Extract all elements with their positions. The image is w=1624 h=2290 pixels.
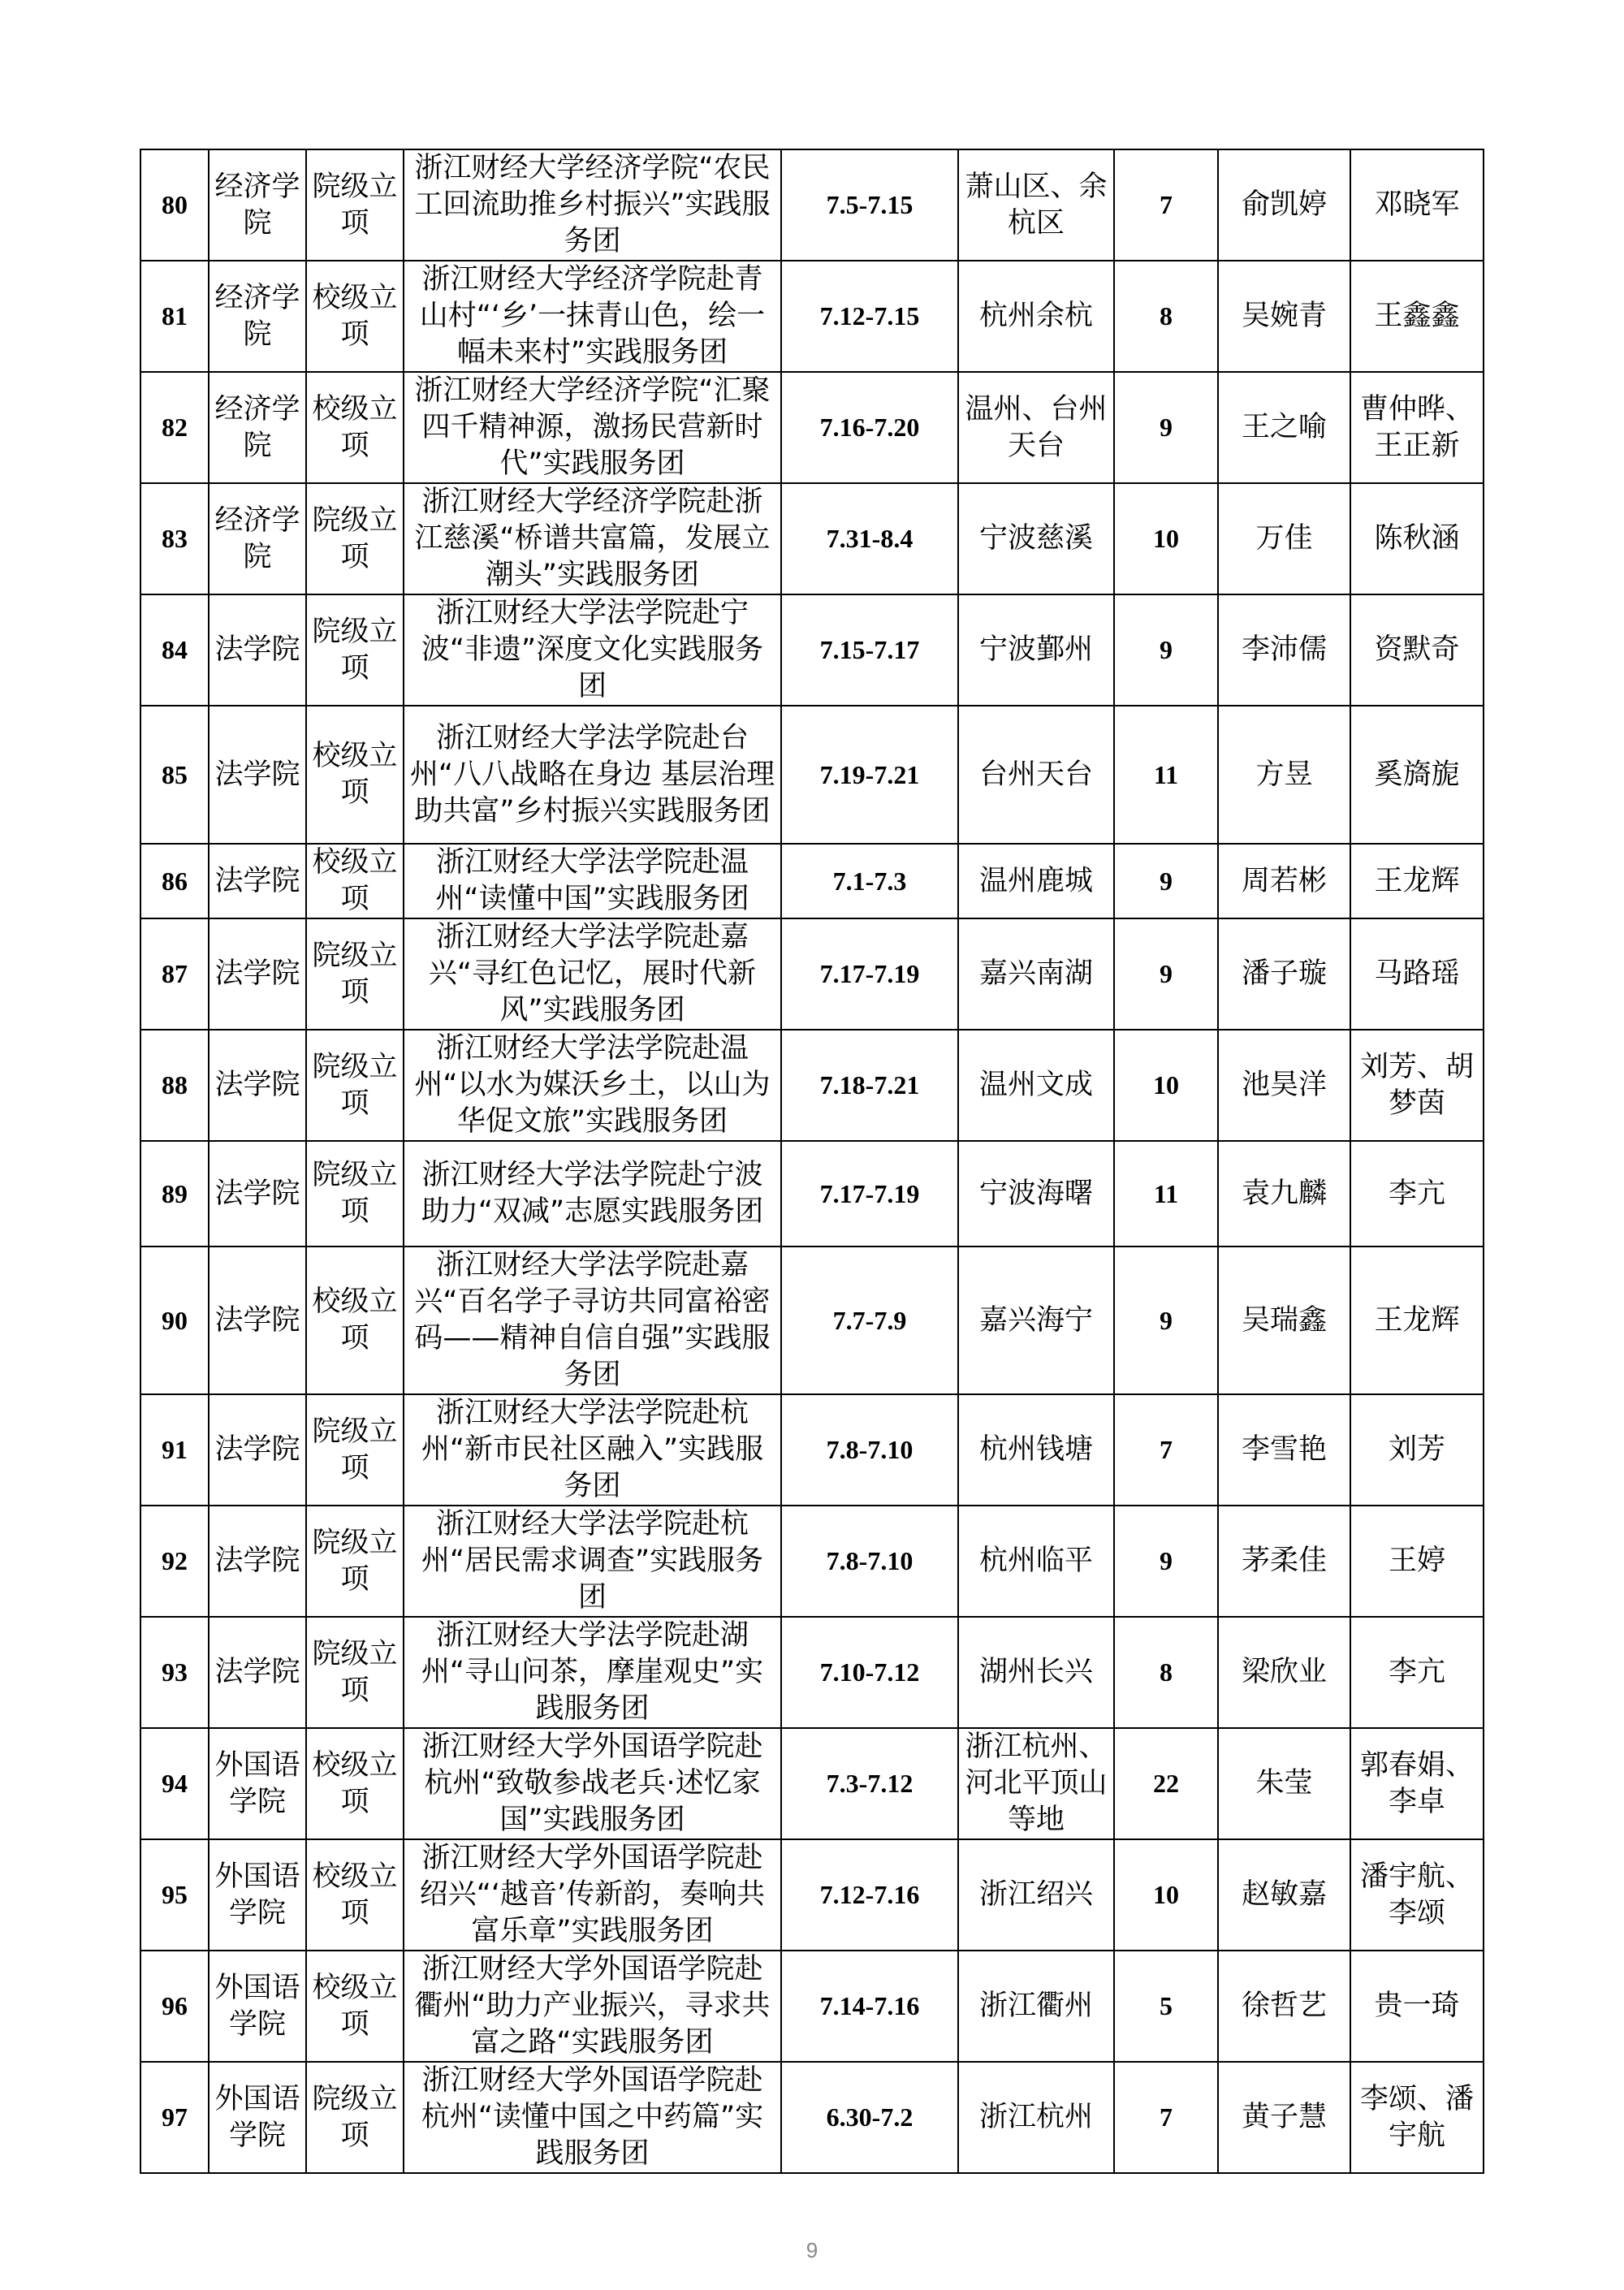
leader-cell: 俞凯婷 [1218, 149, 1350, 261]
row-number: 94 [140, 1728, 209, 1839]
advisor-cell: 王龙辉 [1350, 1247, 1484, 1394]
project-name-cell: 浙江财经大学法学院赴嘉兴“百名学子寻访共同富裕密码——精神自信自强”实践服务团 [404, 1247, 781, 1394]
dates-cell: 7.10-7.12 [781, 1617, 958, 1728]
leader-cell: 吴婉青 [1218, 261, 1350, 372]
table-row [140, 1030, 1484, 1141]
dates-cell: 6.30-7.2 [781, 2062, 958, 2173]
row-number: 86 [140, 844, 209, 918]
location-cell: 萧山区、余杭区 [958, 149, 1114, 261]
row-number: 92 [140, 1506, 209, 1617]
leader-cell: 方昱 [1218, 706, 1350, 844]
member-count-cell: 8 [1114, 1617, 1218, 1728]
leader-cell: 赵敏嘉 [1218, 1839, 1350, 1951]
member-count-cell: 9 [1114, 594, 1218, 706]
row-number: 88 [140, 1030, 209, 1141]
level-cell: 院级立项 [306, 483, 404, 594]
member-count-cell: 10 [1114, 483, 1218, 594]
dates-cell: 7.3-7.12 [781, 1728, 958, 1839]
dates-cell: 7.19-7.21 [781, 706, 958, 844]
college-cell: 经济学院 [209, 149, 306, 261]
leader-cell: 茅柔佳 [1218, 1506, 1350, 1617]
level-cell: 校级立项 [306, 372, 404, 483]
advisor-cell: 刘芳 [1350, 1394, 1484, 1506]
level-cell: 校级立项 [306, 1728, 404, 1839]
project-name-cell: 浙江财经大学法学院赴温州“以水为媒沃乡土，以山为华促文旅”实践服务团 [404, 1030, 781, 1141]
leader-cell: 池昊洋 [1218, 1030, 1350, 1141]
dates-cell: 7.18-7.21 [781, 1030, 958, 1141]
leader-cell: 周若彬 [1218, 844, 1350, 918]
leader-cell: 吴瑞鑫 [1218, 1247, 1350, 1394]
member-count-cell: 7 [1114, 2062, 1218, 2173]
college-cell: 外国语学院 [209, 1839, 306, 1951]
dates-cell: 7.15-7.17 [781, 594, 958, 706]
level-cell: 校级立项 [306, 706, 404, 844]
advisor-cell: 王鑫鑫 [1350, 261, 1484, 372]
college-cell: 法学院 [209, 918, 306, 1030]
location-cell: 宁波慈溪 [958, 483, 1114, 594]
project-name-cell: 浙江财经大学法学院赴嘉兴“寻红色记忆，展时代新风”实践服务团 [404, 918, 781, 1030]
level-cell: 院级立项 [306, 1506, 404, 1617]
row-number: 91 [140, 1394, 209, 1506]
leader-cell: 朱莹 [1218, 1728, 1350, 1839]
advisor-cell: 王婷 [1350, 1506, 1484, 1617]
member-count-cell: 22 [1114, 1728, 1218, 1839]
location-cell: 浙江衢州 [958, 1951, 1114, 2062]
leader-cell: 万佳 [1218, 483, 1350, 594]
location-cell: 嘉兴海宁 [958, 1247, 1114, 1394]
dates-cell: 7.14-7.16 [781, 1951, 958, 2062]
leader-cell: 潘子璇 [1218, 918, 1350, 1030]
project-name-cell: 浙江财经大学法学院赴杭州“居民需求调查”实践服务团 [404, 1506, 781, 1617]
table-row [140, 594, 1484, 706]
college-cell: 法学院 [209, 1394, 306, 1506]
leader-cell: 梁欣业 [1218, 1617, 1350, 1728]
project-name-cell: 浙江财经大学法学院赴台州“八八战略在身边 基层治理助共富”乡村振兴实践服务团 [404, 706, 781, 844]
project-name-cell: 浙江财经大学法学院赴宁波助力“双减”志愿实践服务团 [404, 1141, 781, 1247]
level-cell: 校级立项 [306, 1951, 404, 2062]
location-cell: 杭州临平 [958, 1506, 1114, 1617]
project-name-cell: 浙江财经大学法学院赴温州“读懂中国”实践服务团 [404, 844, 781, 918]
advisor-cell: 资默奇 [1350, 594, 1484, 706]
advisor-cell: 邓晓军 [1350, 149, 1484, 261]
level-cell: 院级立项 [306, 149, 404, 261]
dates-cell: 7.8-7.10 [781, 1506, 958, 1617]
member-count-cell: 9 [1114, 1247, 1218, 1394]
table-row [140, 1617, 1484, 1728]
member-count-cell: 9 [1114, 918, 1218, 1030]
page-number: 9 [806, 2238, 818, 2262]
location-cell: 宁波鄞州 [958, 594, 1114, 706]
location-cell: 浙江杭州、河北平顶山等地 [958, 1728, 1114, 1839]
project-name-cell: 浙江财经大学经济学院“汇聚四千精神源，激扬民营新时代”实践服务团 [404, 372, 781, 483]
dates-cell: 7.17-7.19 [781, 1141, 958, 1247]
table-body [140, 149, 1484, 2173]
level-cell: 院级立项 [306, 2062, 404, 2173]
college-cell: 法学院 [209, 706, 306, 844]
project-name-cell: 浙江财经大学外国语学院赴杭州“致敬参战老兵·述忆家国”实践服务团 [404, 1728, 781, 1839]
row-number: 95 [140, 1839, 209, 1951]
table-row [140, 706, 1484, 844]
table-row [140, 1839, 1484, 1951]
row-number: 87 [140, 918, 209, 1030]
level-cell: 校级立项 [306, 844, 404, 918]
member-count-cell: 9 [1114, 1506, 1218, 1617]
project-table [140, 149, 1484, 2174]
project-name-cell: 浙江财经大学外国语学院赴衢州“助力产业振兴，寻求共富之路“实践服务团 [404, 1951, 781, 2062]
leader-cell: 袁九麟 [1218, 1141, 1350, 1247]
advisor-cell: 贵一琦 [1350, 1951, 1484, 2062]
member-count-cell: 7 [1114, 1394, 1218, 1506]
location-cell: 温州、台州天台 [958, 372, 1114, 483]
member-count-cell: 11 [1114, 706, 1218, 844]
table-row [140, 1506, 1484, 1617]
advisor-cell: 王龙辉 [1350, 844, 1484, 918]
row-number: 81 [140, 261, 209, 372]
level-cell: 院级立项 [306, 1617, 404, 1728]
location-cell: 台州天台 [958, 706, 1114, 844]
project-name-cell: 浙江财经大学经济学院赴浙江慈溪“桥谱共富篇，发展立潮头”实践服务团 [404, 483, 781, 594]
project-name-cell: 浙江财经大学经济学院“农民工回流助推乡村振兴”实践服务团 [404, 149, 781, 261]
table-row [140, 372, 1484, 483]
advisor-cell: 郭春娟、李卓 [1350, 1728, 1484, 1839]
advisor-cell: 李亢 [1350, 1141, 1484, 1247]
leader-cell: 黄子慧 [1218, 2062, 1350, 2173]
project-name-cell: 浙江财经大学外国语学院赴绍兴“‘越音’传新韵，奏响共富乐章”实践服务团 [404, 1839, 781, 1951]
member-count-cell: 9 [1114, 372, 1218, 483]
row-number: 97 [140, 2062, 209, 2173]
location-cell: 温州文成 [958, 1030, 1114, 1141]
college-cell: 经济学院 [209, 483, 306, 594]
advisor-cell: 马路瑶 [1350, 918, 1484, 1030]
row-number: 82 [140, 372, 209, 483]
college-cell: 外国语学院 [209, 1728, 306, 1839]
table-row [140, 1951, 1484, 2062]
college-cell: 法学院 [209, 1141, 306, 1247]
table-row [140, 2062, 1484, 2173]
location-cell: 杭州余杭 [958, 261, 1114, 372]
table-row [140, 1247, 1484, 1394]
project-name-cell: 浙江财经大学外国语学院赴杭州“读懂中国之中药篇”实践服务团 [404, 2062, 781, 2173]
level-cell: 校级立项 [306, 1839, 404, 1951]
dates-cell: 7.31-8.4 [781, 483, 958, 594]
location-cell: 嘉兴南湖 [958, 918, 1114, 1030]
row-number: 80 [140, 149, 209, 261]
table-row [140, 149, 1484, 261]
dates-cell: 7.12-7.15 [781, 261, 958, 372]
row-number: 89 [140, 1141, 209, 1247]
level-cell: 校级立项 [306, 1247, 404, 1394]
college-cell: 法学院 [209, 1030, 306, 1141]
row-number: 93 [140, 1617, 209, 1728]
college-cell: 经济学院 [209, 261, 306, 372]
leader-cell: 徐哲艺 [1218, 1951, 1350, 2062]
advisor-cell: 陈秋涵 [1350, 483, 1484, 594]
location-cell: 温州鹿城 [958, 844, 1114, 918]
table-row [140, 844, 1484, 918]
level-cell: 院级立项 [306, 594, 404, 706]
college-cell: 法学院 [209, 844, 306, 918]
row-number: 84 [140, 594, 209, 706]
dates-cell: 7.1-7.3 [781, 844, 958, 918]
leader-cell: 王之喻 [1218, 372, 1350, 483]
member-count-cell: 8 [1114, 261, 1218, 372]
location-cell: 杭州钱塘 [958, 1394, 1114, 1506]
college-cell: 法学院 [209, 594, 306, 706]
college-cell: 法学院 [209, 1506, 306, 1617]
project-name-cell: 浙江财经大学法学院赴宁波“非遗”深度文化实践服务团 [404, 594, 781, 706]
college-cell: 外国语学院 [209, 2062, 306, 2173]
location-cell: 浙江绍兴 [958, 1839, 1114, 1951]
college-cell: 法学院 [209, 1617, 306, 1728]
level-cell: 院级立项 [306, 1394, 404, 1506]
member-count-cell: 10 [1114, 1030, 1218, 1141]
leader-cell: 李雪艳 [1218, 1394, 1350, 1506]
advisor-cell: 奚旖旎 [1350, 706, 1484, 844]
table-row [140, 1394, 1484, 1506]
dates-cell: 7.17-7.19 [781, 918, 958, 1030]
level-cell: 院级立项 [306, 918, 404, 1030]
table-row [140, 261, 1484, 372]
member-count-cell: 11 [1114, 1141, 1218, 1247]
dates-cell: 7.5-7.15 [781, 149, 958, 261]
member-count-cell: 7 [1114, 149, 1218, 261]
dates-cell: 7.16-7.20 [781, 372, 958, 483]
table-row [140, 1141, 1484, 1247]
advisor-cell: 李亢 [1350, 1617, 1484, 1728]
dates-cell: 7.8-7.10 [781, 1394, 958, 1506]
leader-cell: 李沛儒 [1218, 594, 1350, 706]
row-number: 83 [140, 483, 209, 594]
college-cell: 经济学院 [209, 372, 306, 483]
project-name-cell: 浙江财经大学法学院赴杭州“新市民社区融入”实践服务团 [404, 1394, 781, 1506]
dates-cell: 7.12-7.16 [781, 1839, 958, 1951]
table-row [140, 918, 1484, 1030]
advisor-cell: 潘宇航、李颂 [1350, 1839, 1484, 1951]
member-count-cell: 5 [1114, 1951, 1218, 2062]
dates-cell: 7.7-7.9 [781, 1247, 958, 1394]
advisor-cell: 李颂、潘宇航 [1350, 2062, 1484, 2173]
row-number: 90 [140, 1247, 209, 1394]
location-cell: 湖州长兴 [958, 1617, 1114, 1728]
row-number: 96 [140, 1951, 209, 2062]
level-cell: 校级立项 [306, 261, 404, 372]
college-cell: 法学院 [209, 1247, 306, 1394]
member-count-cell: 9 [1114, 844, 1218, 918]
member-count-cell: 10 [1114, 1839, 1218, 1951]
level-cell: 院级立项 [306, 1030, 404, 1141]
location-cell: 宁波海曙 [958, 1141, 1114, 1247]
project-name-cell: 浙江财经大学法学院赴湖州“寻山问茶，摩崖观史”实践服务团 [404, 1617, 781, 1728]
advisor-cell: 曹仲晔、王正新 [1350, 372, 1484, 483]
college-cell: 外国语学院 [209, 1951, 306, 2062]
row-number: 85 [140, 706, 209, 844]
location-cell: 浙江杭州 [958, 2062, 1114, 2173]
table-row [140, 1728, 1484, 1839]
project-name-cell: 浙江财经大学经济学院赴青山村“‘乡’一抹青山色，绘一幅未来村”实践服务团 [404, 261, 781, 372]
table-row [140, 483, 1484, 594]
advisor-cell: 刘芳、胡梦茵 [1350, 1030, 1484, 1141]
level-cell: 院级立项 [306, 1141, 404, 1247]
